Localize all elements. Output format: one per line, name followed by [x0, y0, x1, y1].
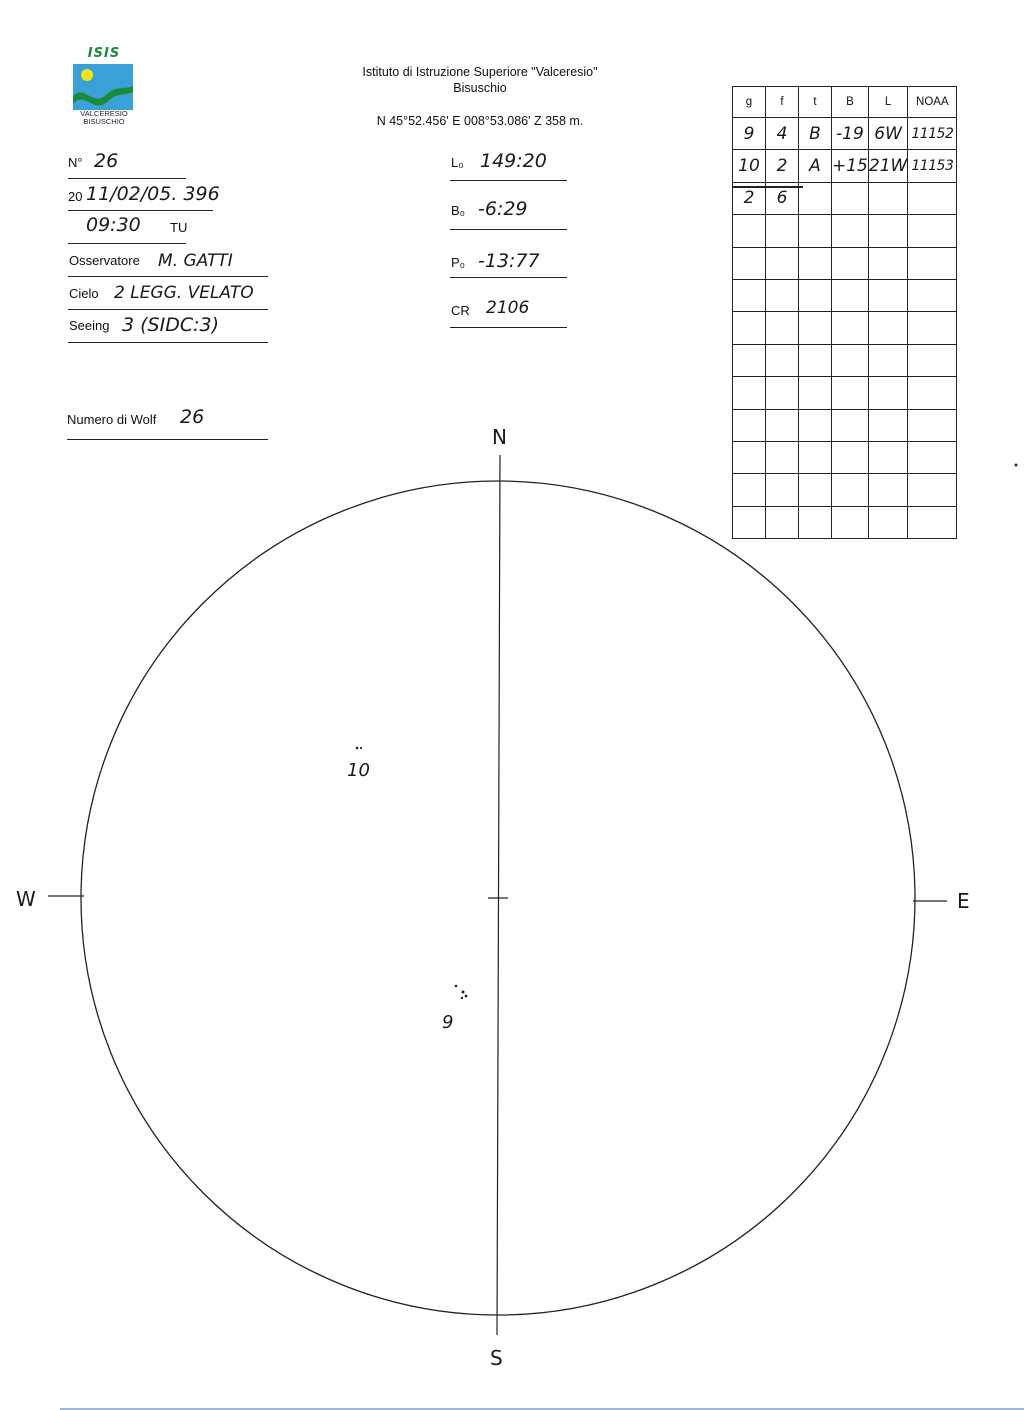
observatory-coordinates: N 45°52.456' E 008°53.086' Z 358 m. [376, 114, 584, 128]
institute-town: Bisuschio [453, 81, 507, 95]
logo-caption-line2: BISUSCHIO [83, 117, 125, 126]
logo-caption-line1: VALCERESIO [80, 109, 128, 118]
sky-label: Cielo [69, 286, 99, 301]
south-label: S [490, 1346, 503, 1370]
cell-g: 2 [733, 182, 766, 214]
north-label: N [492, 425, 507, 449]
wolf-number-label: Numero di Wolf [67, 412, 157, 427]
sunspot-dot [360, 747, 362, 749]
time-unit: TU [170, 220, 188, 235]
cr-label: CR [451, 303, 470, 318]
cell-t: B [799, 118, 832, 150]
column-header-t: t [799, 87, 832, 118]
wolf-number-value: 26 [180, 406, 205, 428]
sunspot-group-9-label: 9 [442, 1012, 454, 1033]
east-label: E [957, 889, 970, 913]
sunspot-group-10-label: 10 [347, 760, 370, 781]
b0-value: -6:29 [478, 198, 528, 220]
number-value: 26 [94, 150, 119, 172]
cell-noaa: 11153 [908, 150, 957, 182]
l0-value: 149:20 [480, 150, 547, 172]
observer-value: M. GATTI [158, 251, 233, 271]
observer-label: Osservatore [69, 253, 140, 268]
date-prefix: 20 [68, 189, 83, 204]
institute-name: Istituto di Istruzione Superiore "Valceresio" [362, 65, 598, 79]
cell-g: 9 [733, 118, 766, 150]
l0-label: L₀ [451, 155, 464, 170]
north-south-axis [497, 455, 500, 1335]
cell-g: 10 [733, 150, 766, 182]
cell-t: A [799, 150, 832, 182]
logo-wordmark: ISIS [87, 46, 121, 61]
time-value: 09:30 [86, 214, 141, 236]
cr-value: 2106 [486, 298, 530, 318]
sunspot-dot [465, 995, 468, 998]
sky-value: 2 LEGG. VELATO [114, 283, 254, 303]
cell-noaa: 11152 [908, 118, 957, 150]
date-value: 11/02/05. 396 [86, 183, 220, 205]
stray-mark [1015, 464, 1018, 467]
cell-f: 6 [766, 182, 799, 214]
number-label: N° [68, 155, 83, 170]
cell-l: 21W [868, 150, 907, 182]
cell-f: 4 [766, 118, 799, 150]
west-label: W [16, 887, 36, 911]
sunspot-dot [356, 747, 359, 750]
p0-label: P₀ [451, 255, 466, 270]
p0-value: -13:77 [478, 250, 540, 272]
column-header-b: B [832, 87, 869, 118]
column-header-l: L [868, 87, 907, 118]
seeing-label: Seeing [69, 318, 110, 333]
cell-b: -19 [832, 118, 869, 150]
column-header-g: g [733, 87, 766, 118]
cell-b: +15 [832, 150, 869, 182]
sunspot-dot [462, 991, 465, 994]
column-header-noaa: NOAA [908, 87, 957, 118]
sunspot-dot [461, 997, 463, 999]
column-header-f: f [766, 87, 799, 118]
b0-label: B₀ [451, 203, 466, 218]
cell-l: 6W [868, 118, 907, 150]
sunspot-dot [455, 985, 458, 988]
cell-f: 2 [766, 150, 799, 182]
seeing-value: 3 (SIDC:3) [122, 314, 220, 336]
